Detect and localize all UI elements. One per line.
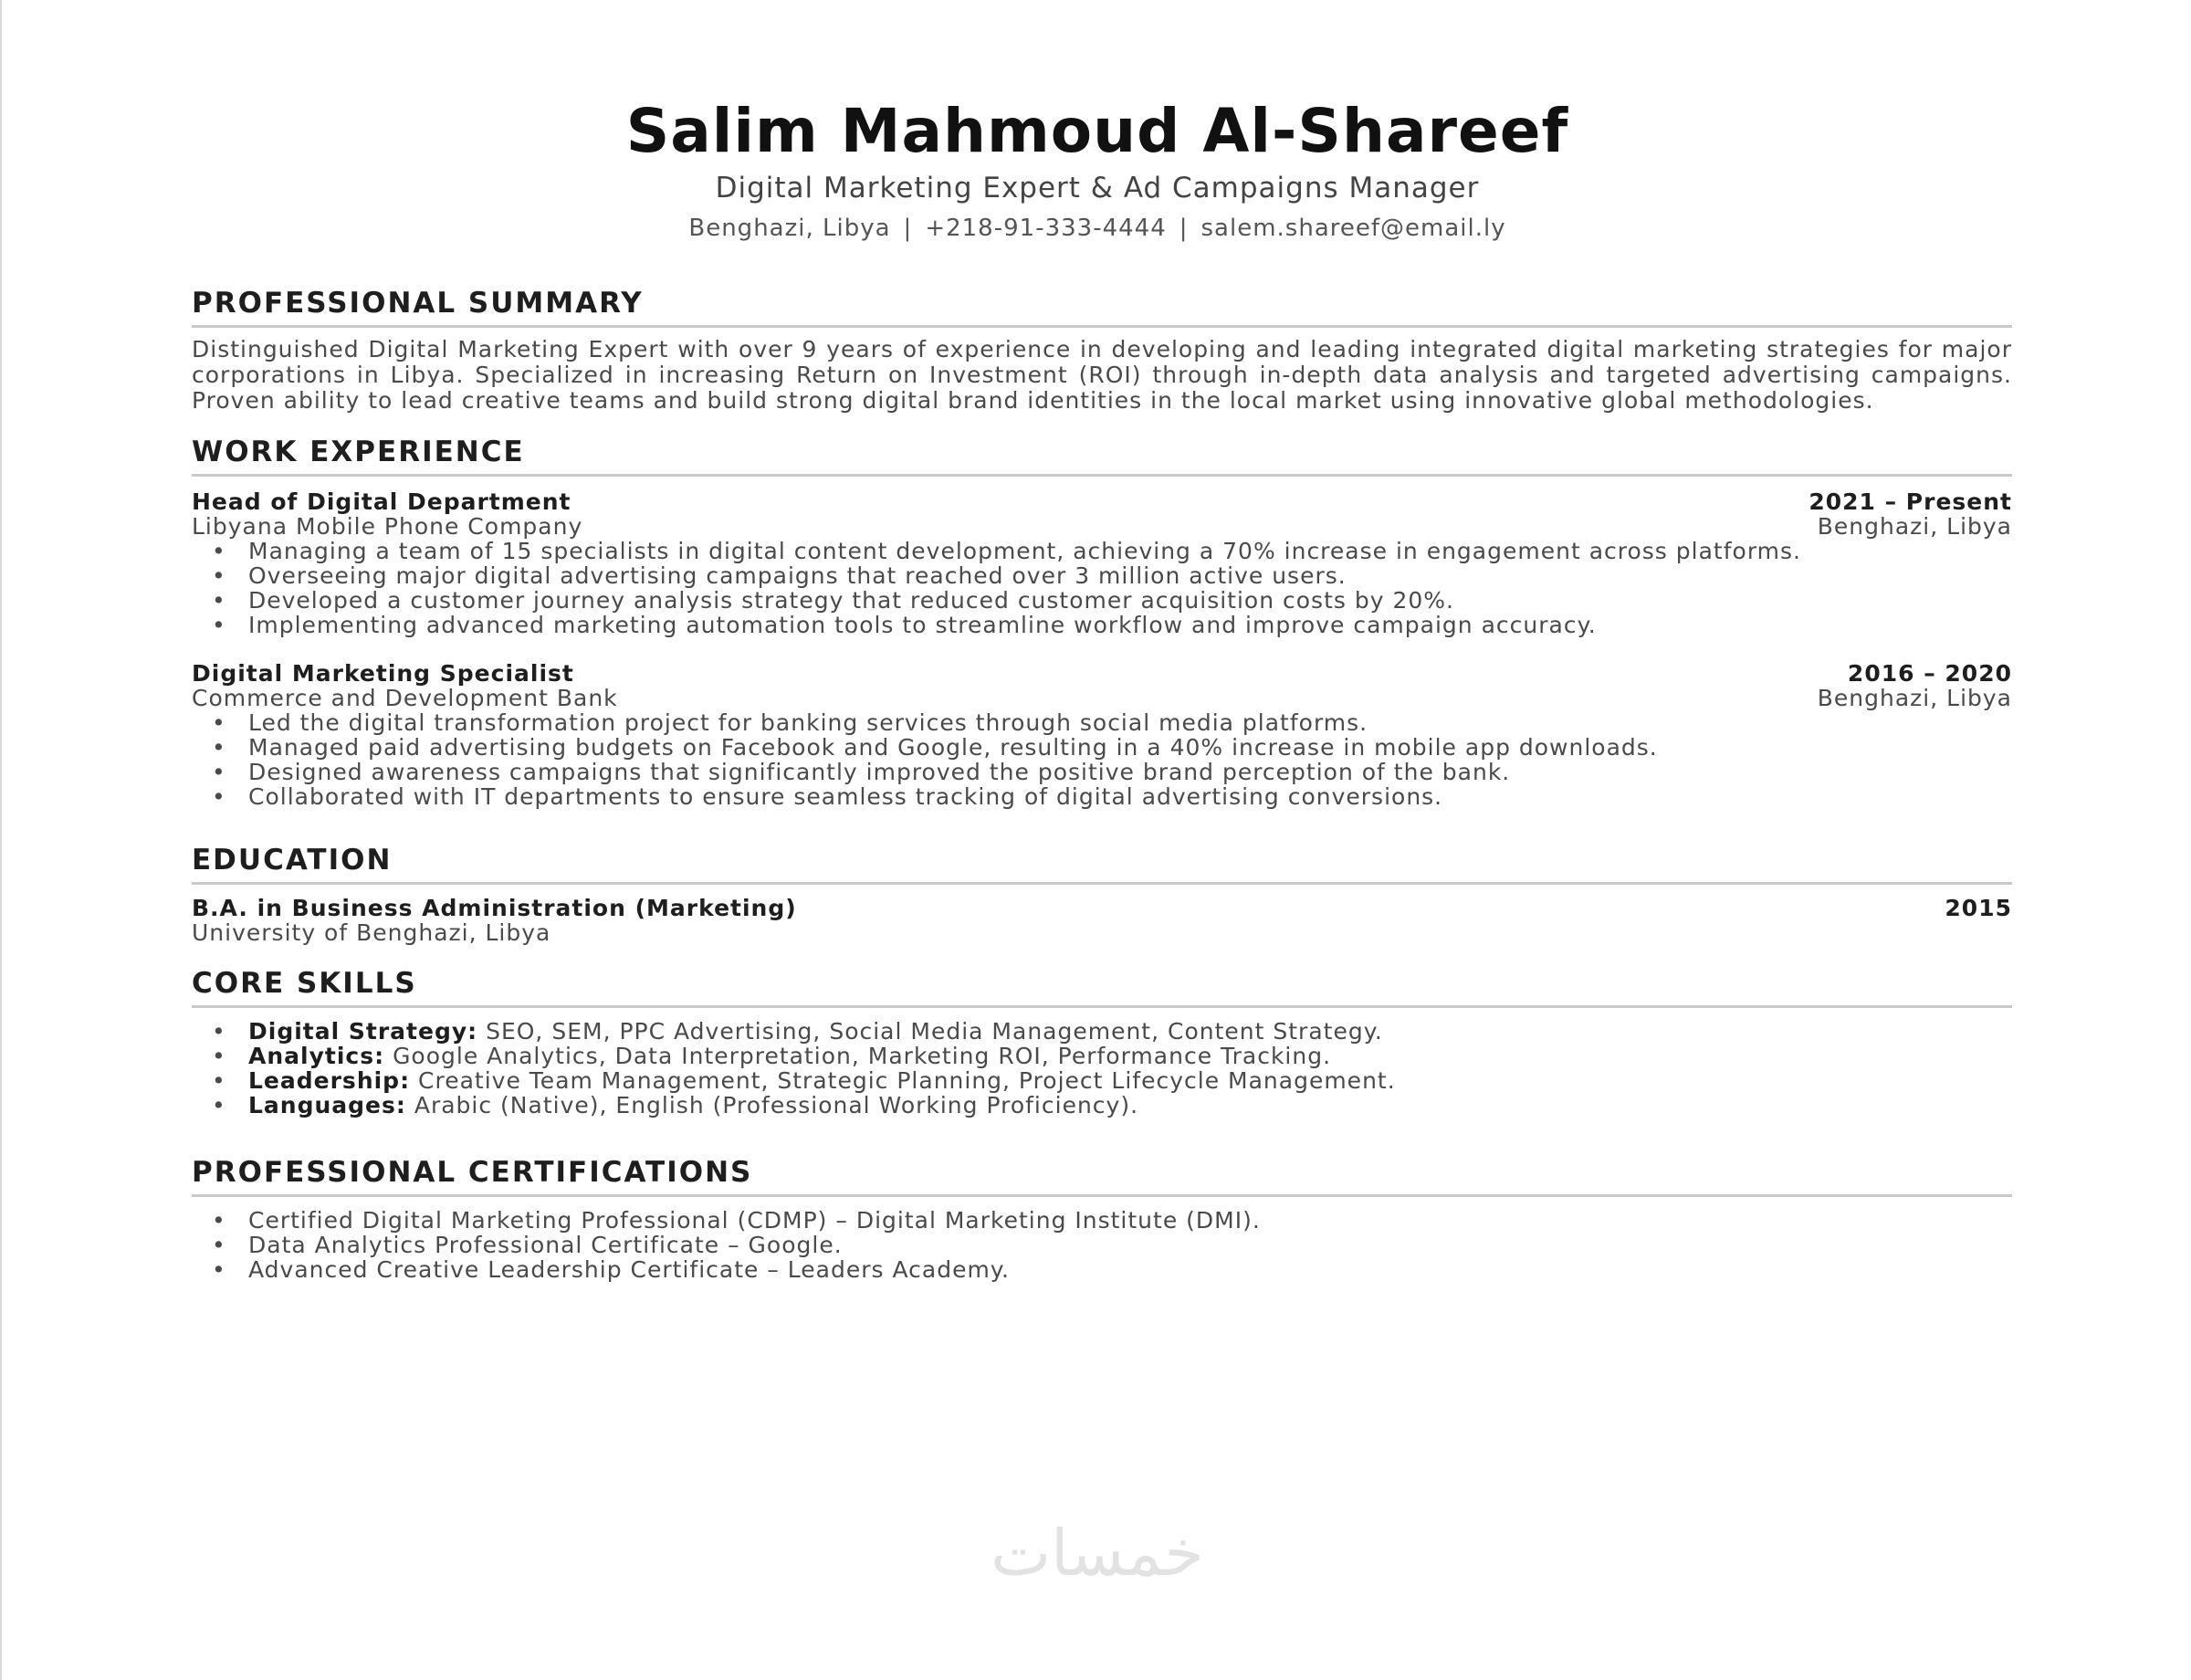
section-title-skills: CORE SKILLS <box>192 965 2012 1008</box>
list-item: • Developed a customer journey analysis strategy that reduced customer acquisition costs by 20%. <box>212 587 1454 614</box>
list-item <box>212 1068 2012 1093</box>
job-company-row <box>192 515 2012 539</box>
skill-label: Leadership: <box>248 1067 411 1094</box>
education-school: University of Benghazi, Libya <box>192 919 551 946</box>
section-title-education: EDUCATION <box>192 842 2012 885</box>
bullet-icon: • <box>212 734 226 761</box>
section-title-summary: PROFESSIONAL SUMMARY <box>192 285 2012 328</box>
job-header-row <box>192 489 2012 515</box>
list-item: • Data Analytics Professional Certificate – Google. <box>212 1232 843 1258</box>
bullet-icon: • <box>212 759 226 785</box>
education-section <box>192 842 2012 945</box>
bullet-icon: • <box>212 783 226 810</box>
skill-value: SEO, SEM, PPC Advertising, Social Media Management, Content Strategy. <box>486 1018 1383 1045</box>
contact-location: Benghazi, Libya <box>688 215 891 242</box>
bullet-icon: • <box>212 562 226 589</box>
bullet-icon: • <box>212 1067 226 1094</box>
contact-separator: | <box>903 215 913 242</box>
bullet-icon: • <box>212 1018 226 1045</box>
candidate-subtitle: Digital Marketing Expert & Ad Campaigns Manager <box>715 172 1480 205</box>
bullet-icon: • <box>212 1232 226 1258</box>
job-location: Benghazi, Libya <box>1817 685 2012 711</box>
job-dates: 2016 – 2020 <box>1847 660 2012 687</box>
list-item <box>212 1019 2012 1044</box>
job-title: Head of Digital Department <box>192 488 571 515</box>
education-year: 2015 <box>1945 895 2012 921</box>
skill-label: Languages: <box>248 1092 406 1118</box>
job-entry <box>192 489 2012 637</box>
skills-section <box>192 965 2012 1118</box>
bullet-icon: • <box>212 612 226 638</box>
bullet-icon: • <box>212 1043 226 1069</box>
list-item <box>212 1093 2012 1118</box>
list-item: • Advanced Creative Leadership Certificate – Leaders Academy. <box>212 1256 1010 1283</box>
list-item: • Overseeing major digital advertising campaigns that reached over 3 million active users. <box>212 562 1347 589</box>
skill-value: Google Analytics, Data Interpretation, Marketing ROI, Performance Tracking. <box>393 1043 1332 1069</box>
section-title-certifications: PROFESSIONAL CERTIFICATIONS <box>192 1154 2012 1197</box>
resume-content <box>192 285 2012 1282</box>
bullet-icon: • <box>212 1207 226 1234</box>
summary-section <box>192 285 2012 414</box>
skills-list <box>192 1019 2012 1118</box>
skill-label: Digital Strategy: <box>248 1018 478 1045</box>
skill-value: Creative Team Management, Strategic Planning, Project Lifecycle Management. <box>418 1067 1396 1094</box>
skill-value: Arabic (Native), English (Professional Working Proficiency). <box>414 1092 1139 1118</box>
list-item <box>212 1044 2012 1068</box>
bullet-icon: • <box>212 1092 226 1118</box>
watermark-logo: خمسات <box>991 1516 1204 1591</box>
job-entry <box>192 661 2012 809</box>
job-bullets <box>192 710 2012 809</box>
contact-separator: | <box>1179 215 1189 242</box>
candidate-name: Salim Mahmoud Al-Shareef <box>625 96 1569 166</box>
skill-label: Analytics: <box>248 1043 385 1069</box>
bullet-icon: • <box>212 709 226 736</box>
list-item: • Certified Digital Marketing Professional (CDMP) – Digital Marketing Institute (DMI). <box>212 1207 1261 1234</box>
bullet-icon: • <box>212 1256 226 1283</box>
summary-text: Distinguished Digital Marketing Expert with over 9 years of experience in developing and leading integrated digital marketing strategies for major corporations in Libya. Specialized in increasing Return on Investment (ROI) through in-depth data analysis and targeted advertising campaigns. Proven ability to lead creative teams and build strong digital brand identities in the local market using innovative global methodologies. <box>192 336 2012 414</box>
job-header-row <box>192 661 2012 687</box>
contact-phone: +218-91-333-4444 <box>925 215 1167 242</box>
education-degree: B.A. in Business Administration (Marketing) <box>192 895 797 921</box>
list-item: • Led the digital transformation project for banking services through social media platforms. <box>212 709 1368 736</box>
job-bullets <box>192 539 2012 637</box>
list-item: • Collaborated with IT departments to ensure seamless tracking of digital advertising conversions. <box>212 783 1443 810</box>
job-company-row <box>192 687 2012 710</box>
contact-email: salem.shareef@email.ly <box>1200 215 1506 242</box>
job-dates: 2021 – Present <box>1808 488 2012 515</box>
resume-header <box>2 95 2191 245</box>
certifications-section <box>192 1154 2012 1282</box>
bullet-icon: • <box>212 587 226 614</box>
job-company: Libyana Mobile Phone Company <box>192 513 583 540</box>
contact-line <box>2 212 2191 245</box>
job-title: Digital Marketing Specialist <box>192 660 574 687</box>
experience-section <box>192 434 2012 809</box>
bullet-icon: • <box>212 538 226 564</box>
list-item: • Implementing advanced marketing automation tools to streamline workflow and improve campaign accuracy. <box>212 612 1597 638</box>
section-title-experience: WORK EXPERIENCE <box>192 434 2012 477</box>
list-item: • Designed awareness campaigns that significantly improved the positive brand perception of the bank. <box>212 759 1511 785</box>
certifications-list <box>192 1208 2012 1282</box>
education-row <box>192 896 2012 921</box>
job-company: Commerce and Development Bank <box>192 685 618 711</box>
list-item: • Managing a team of 15 specialists in digital content development, achieving a 70% increase in engagement across platforms. <box>212 538 1801 564</box>
list-item: • Managed paid advertising budgets on Facebook and Google, resulting in a 40% increase in mobile app downloads. <box>212 734 1658 761</box>
job-location: Benghazi, Libya <box>1817 513 2012 540</box>
